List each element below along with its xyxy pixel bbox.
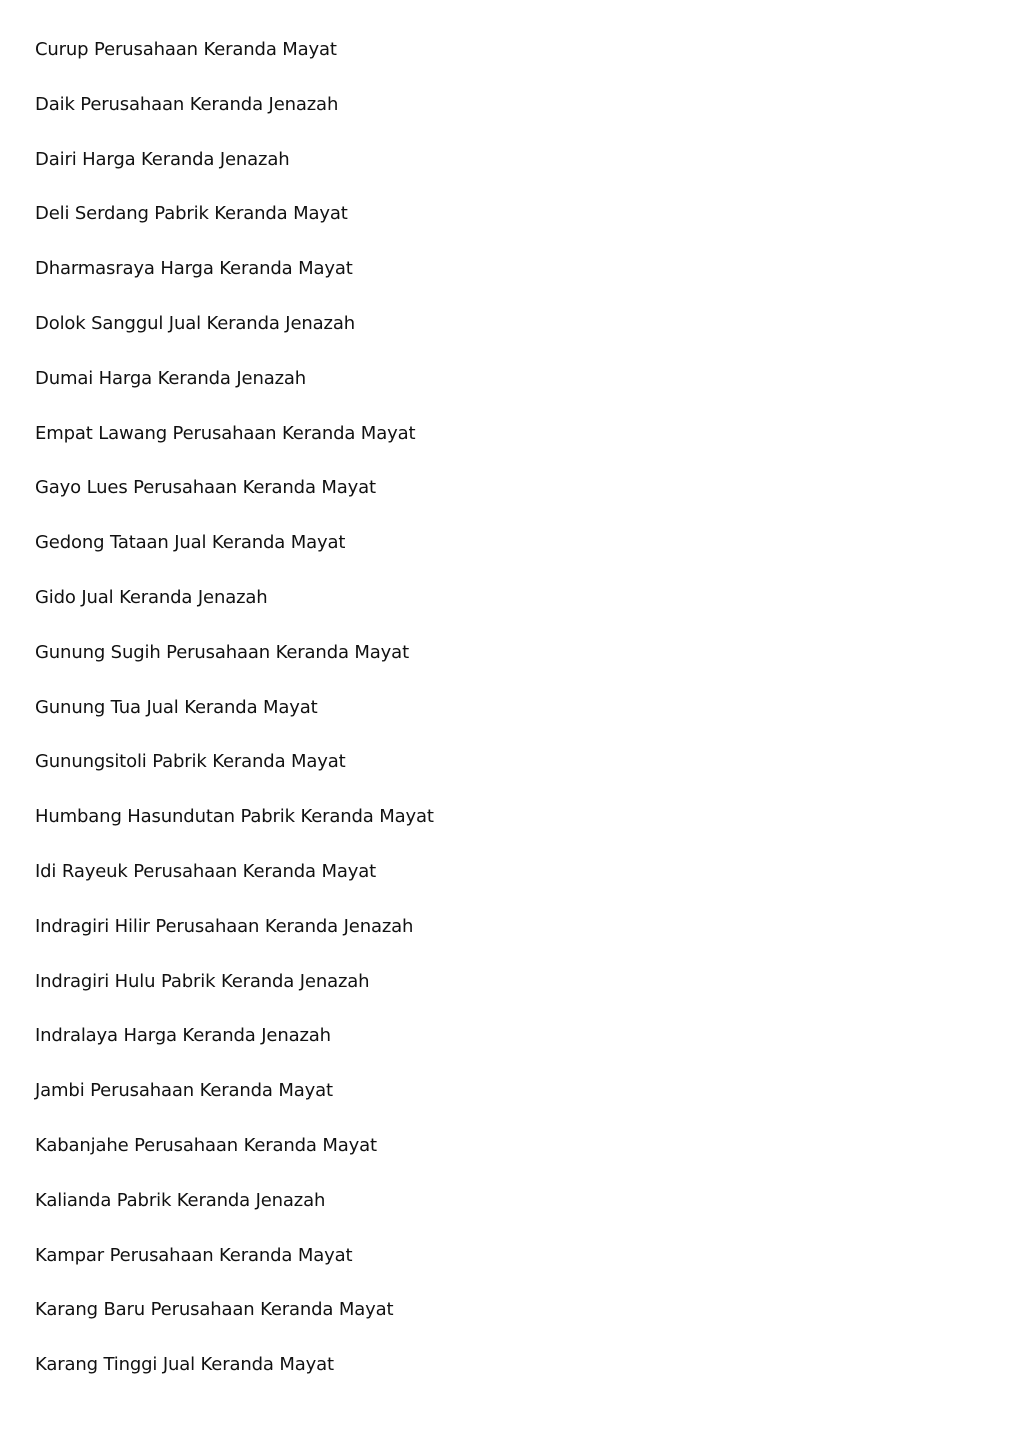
list-item: Curup Perusahaan Keranda Mayat xyxy=(35,39,337,60)
list-item: Empat Lawang Perusahaan Keranda Mayat xyxy=(35,422,416,444)
list-item: Gido Jual Keranda Jenazah xyxy=(35,586,268,608)
list-item: Karang Tinggi Jual Keranda Mayat xyxy=(35,1354,334,1376)
list-item: Dolok Sanggul Jual Keranda Jenazah xyxy=(35,312,355,334)
list-item: Gedong Tataan Jual Keranda Mayat xyxy=(35,532,346,554)
list-item: Dharmasraya Harga Keranda Mayat xyxy=(35,258,353,280)
list-item: Deli Serdang Pabrik Keranda Mayat xyxy=(35,203,348,225)
list-item: Kampar Perusahaan Keranda Mayat xyxy=(35,1244,353,1266)
list-item: Indragiri Hulu Pabrik Keranda Jenazah xyxy=(35,970,370,992)
list-item: Idi Rayeuk Perusahaan Keranda Mayat xyxy=(35,860,377,882)
list-item: Dairi Harga Keranda Jenazah xyxy=(35,148,290,170)
list-item: Jambi Perusahaan Keranda Mayat xyxy=(35,1080,333,1102)
list-item: Karang Baru Perusahaan Keranda Mayat xyxy=(35,1299,394,1321)
list-item: Indragiri Hilir Perusahaan Keranda Jenazah xyxy=(35,915,414,937)
entry-list xyxy=(35,38,935,1408)
list-item: Daik Perusahaan Keranda Jenazah xyxy=(35,93,339,115)
list-item: Gunung Tua Jual Keranda Mayat xyxy=(35,696,318,718)
list-item: Gayo Lues Perusahaan Keranda Mayat xyxy=(35,477,376,499)
list-item: Kabanjahe Perusahaan Keranda Mayat xyxy=(35,1134,377,1156)
list-item: Humbang Hasundutan Pabrik Keranda Mayat xyxy=(35,806,434,828)
list-item: Kalianda Pabrik Keranda Jenazah xyxy=(35,1189,326,1211)
list-item: Gunungsitoli Pabrik Keranda Mayat xyxy=(35,751,346,773)
list-item: Gunung Sugih Perusahaan Keranda Mayat xyxy=(35,641,409,663)
list-item: Dumai Harga Keranda Jenazah xyxy=(35,367,307,389)
list-item: Indralaya Harga Keranda Jenazah xyxy=(35,1025,331,1047)
